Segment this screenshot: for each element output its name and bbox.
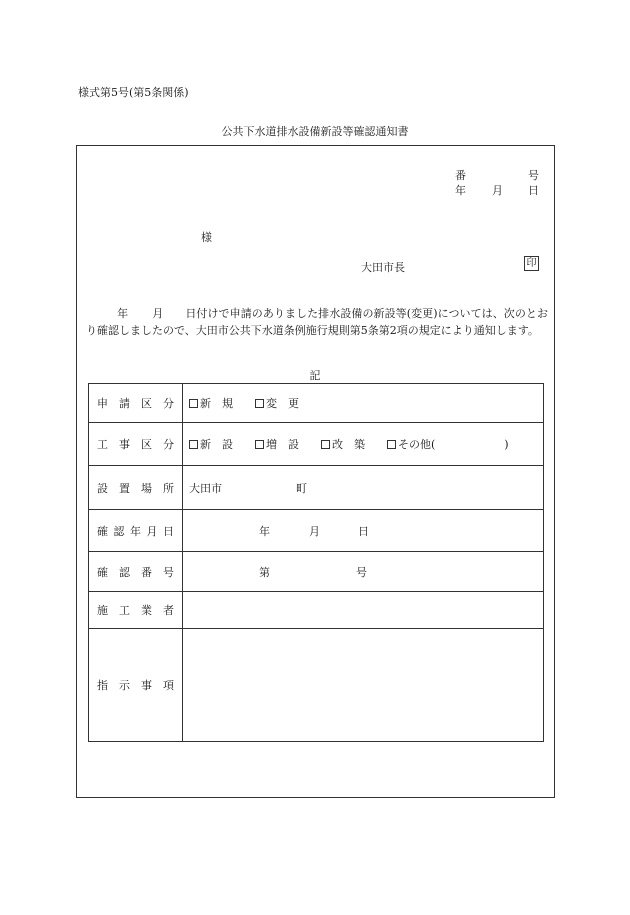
value-location[interactable] xyxy=(183,466,544,510)
confirm-year: 年 xyxy=(259,524,270,538)
checkbox-icon[interactable] xyxy=(387,440,396,449)
value-instructions[interactable] xyxy=(183,629,544,742)
row-location xyxy=(89,466,544,510)
row-work-type xyxy=(89,423,544,466)
label-work-type xyxy=(89,423,183,466)
label-char: 示 xyxy=(119,679,130,692)
date-year-label: 年 xyxy=(455,184,466,197)
label-char: 認 xyxy=(113,524,125,538)
value-work-type xyxy=(183,423,544,466)
label-char: 確 xyxy=(97,565,108,579)
label-char: 月 xyxy=(146,524,158,538)
number-label-right: 号 xyxy=(528,169,539,182)
checkbox-icon[interactable] xyxy=(255,399,264,408)
date-day-label: 日 xyxy=(528,184,539,197)
label-char: 置 xyxy=(119,481,130,495)
close-paren: ) xyxy=(504,437,509,451)
seal-mark: 印 xyxy=(524,256,539,271)
label-char: 区 xyxy=(141,438,152,451)
ki-heading: 記 xyxy=(309,369,321,382)
label-char: 指 xyxy=(97,679,108,692)
date-month-label: 月 xyxy=(492,184,503,197)
label-char: 請 xyxy=(119,397,130,410)
label-char: 施 xyxy=(97,604,108,617)
checkbox-icon[interactable] xyxy=(189,440,198,449)
label-char: 区 xyxy=(141,397,152,410)
label-contractor xyxy=(89,592,183,629)
form-number-label: 様式第5号(第5条関係) xyxy=(78,86,189,99)
value-application-type xyxy=(183,384,544,423)
confirm-number-suffix: 号 xyxy=(356,565,367,579)
body-year: 年 xyxy=(117,307,129,320)
label-char: 分 xyxy=(163,397,174,410)
option-new[interactable] xyxy=(189,395,233,411)
row-confirm-number xyxy=(89,552,544,592)
label-application-type xyxy=(89,384,183,423)
row-confirm-date xyxy=(89,510,544,552)
label-char: 確 xyxy=(97,524,108,538)
option-new-construction[interactable] xyxy=(189,436,233,452)
option-change[interactable] xyxy=(255,395,299,411)
row-contractor xyxy=(89,592,544,629)
number-label-left: 番 xyxy=(455,169,466,182)
document-title: 公共下水道排水設備新設等確認通知書 xyxy=(221,125,409,138)
option-label: 変 更 xyxy=(266,397,299,410)
location-town: 町 xyxy=(296,481,307,495)
label-char: 年 xyxy=(130,524,141,538)
label-char: 事 xyxy=(119,438,130,451)
label-char: 所 xyxy=(163,481,174,495)
location-city: 大田市 xyxy=(189,481,222,495)
option-label: 新 規 xyxy=(200,397,233,410)
label-confirm-number xyxy=(89,552,183,592)
confirm-month: 月 xyxy=(309,524,320,538)
row-instructions xyxy=(89,629,544,742)
addressee-honorific: 様 xyxy=(201,231,212,244)
checkbox-icon[interactable] xyxy=(189,399,198,408)
label-char: 号 xyxy=(163,565,174,579)
option-renovation[interactable] xyxy=(321,436,365,452)
label-char: 申 xyxy=(97,397,108,410)
value-confirm-date[interactable] xyxy=(183,510,544,552)
option-extension[interactable] xyxy=(255,436,299,452)
label-char: 工 xyxy=(97,438,108,451)
option-label: 増 設 xyxy=(266,438,299,451)
label-char: 工 xyxy=(119,604,130,617)
confirm-day: 日 xyxy=(358,524,369,538)
label-char: 分 xyxy=(163,438,174,451)
label-instructions xyxy=(89,629,183,742)
label-char: 場 xyxy=(141,481,152,495)
body-text: 日付けで申請のありました排水設備の新設等(変更)については、次のとおり確認しましたので、大田市公共下水道条例施行規則第5条第2項の規定により通知します。 xyxy=(86,307,548,337)
label-location xyxy=(89,466,183,510)
label-char: 設 xyxy=(97,481,108,495)
label-char: 業 xyxy=(141,604,152,617)
option-other[interactable] xyxy=(387,436,435,452)
label-char: 事 xyxy=(141,679,152,692)
body-month: 月 xyxy=(152,307,164,320)
checkbox-icon[interactable] xyxy=(321,440,330,449)
notice-body xyxy=(86,305,548,339)
label-char: 番 xyxy=(141,565,152,579)
details-table xyxy=(88,383,544,742)
label-char: 日 xyxy=(163,524,174,538)
value-confirm-number[interactable] xyxy=(183,552,544,592)
issuer-name: 大田市長 xyxy=(361,261,405,274)
label-char: 項 xyxy=(163,679,174,692)
value-contractor[interactable] xyxy=(183,592,544,629)
label-char: 者 xyxy=(163,604,174,617)
row-application-type xyxy=(89,384,544,423)
checkbox-icon[interactable] xyxy=(255,440,264,449)
label-char: 認 xyxy=(119,565,130,579)
label-confirm-date xyxy=(89,510,183,552)
option-label: 新 設 xyxy=(200,438,233,451)
option-label: その他( xyxy=(398,438,436,451)
option-label: 改 築 xyxy=(332,438,365,451)
confirm-number-prefix: 第 xyxy=(259,565,270,579)
